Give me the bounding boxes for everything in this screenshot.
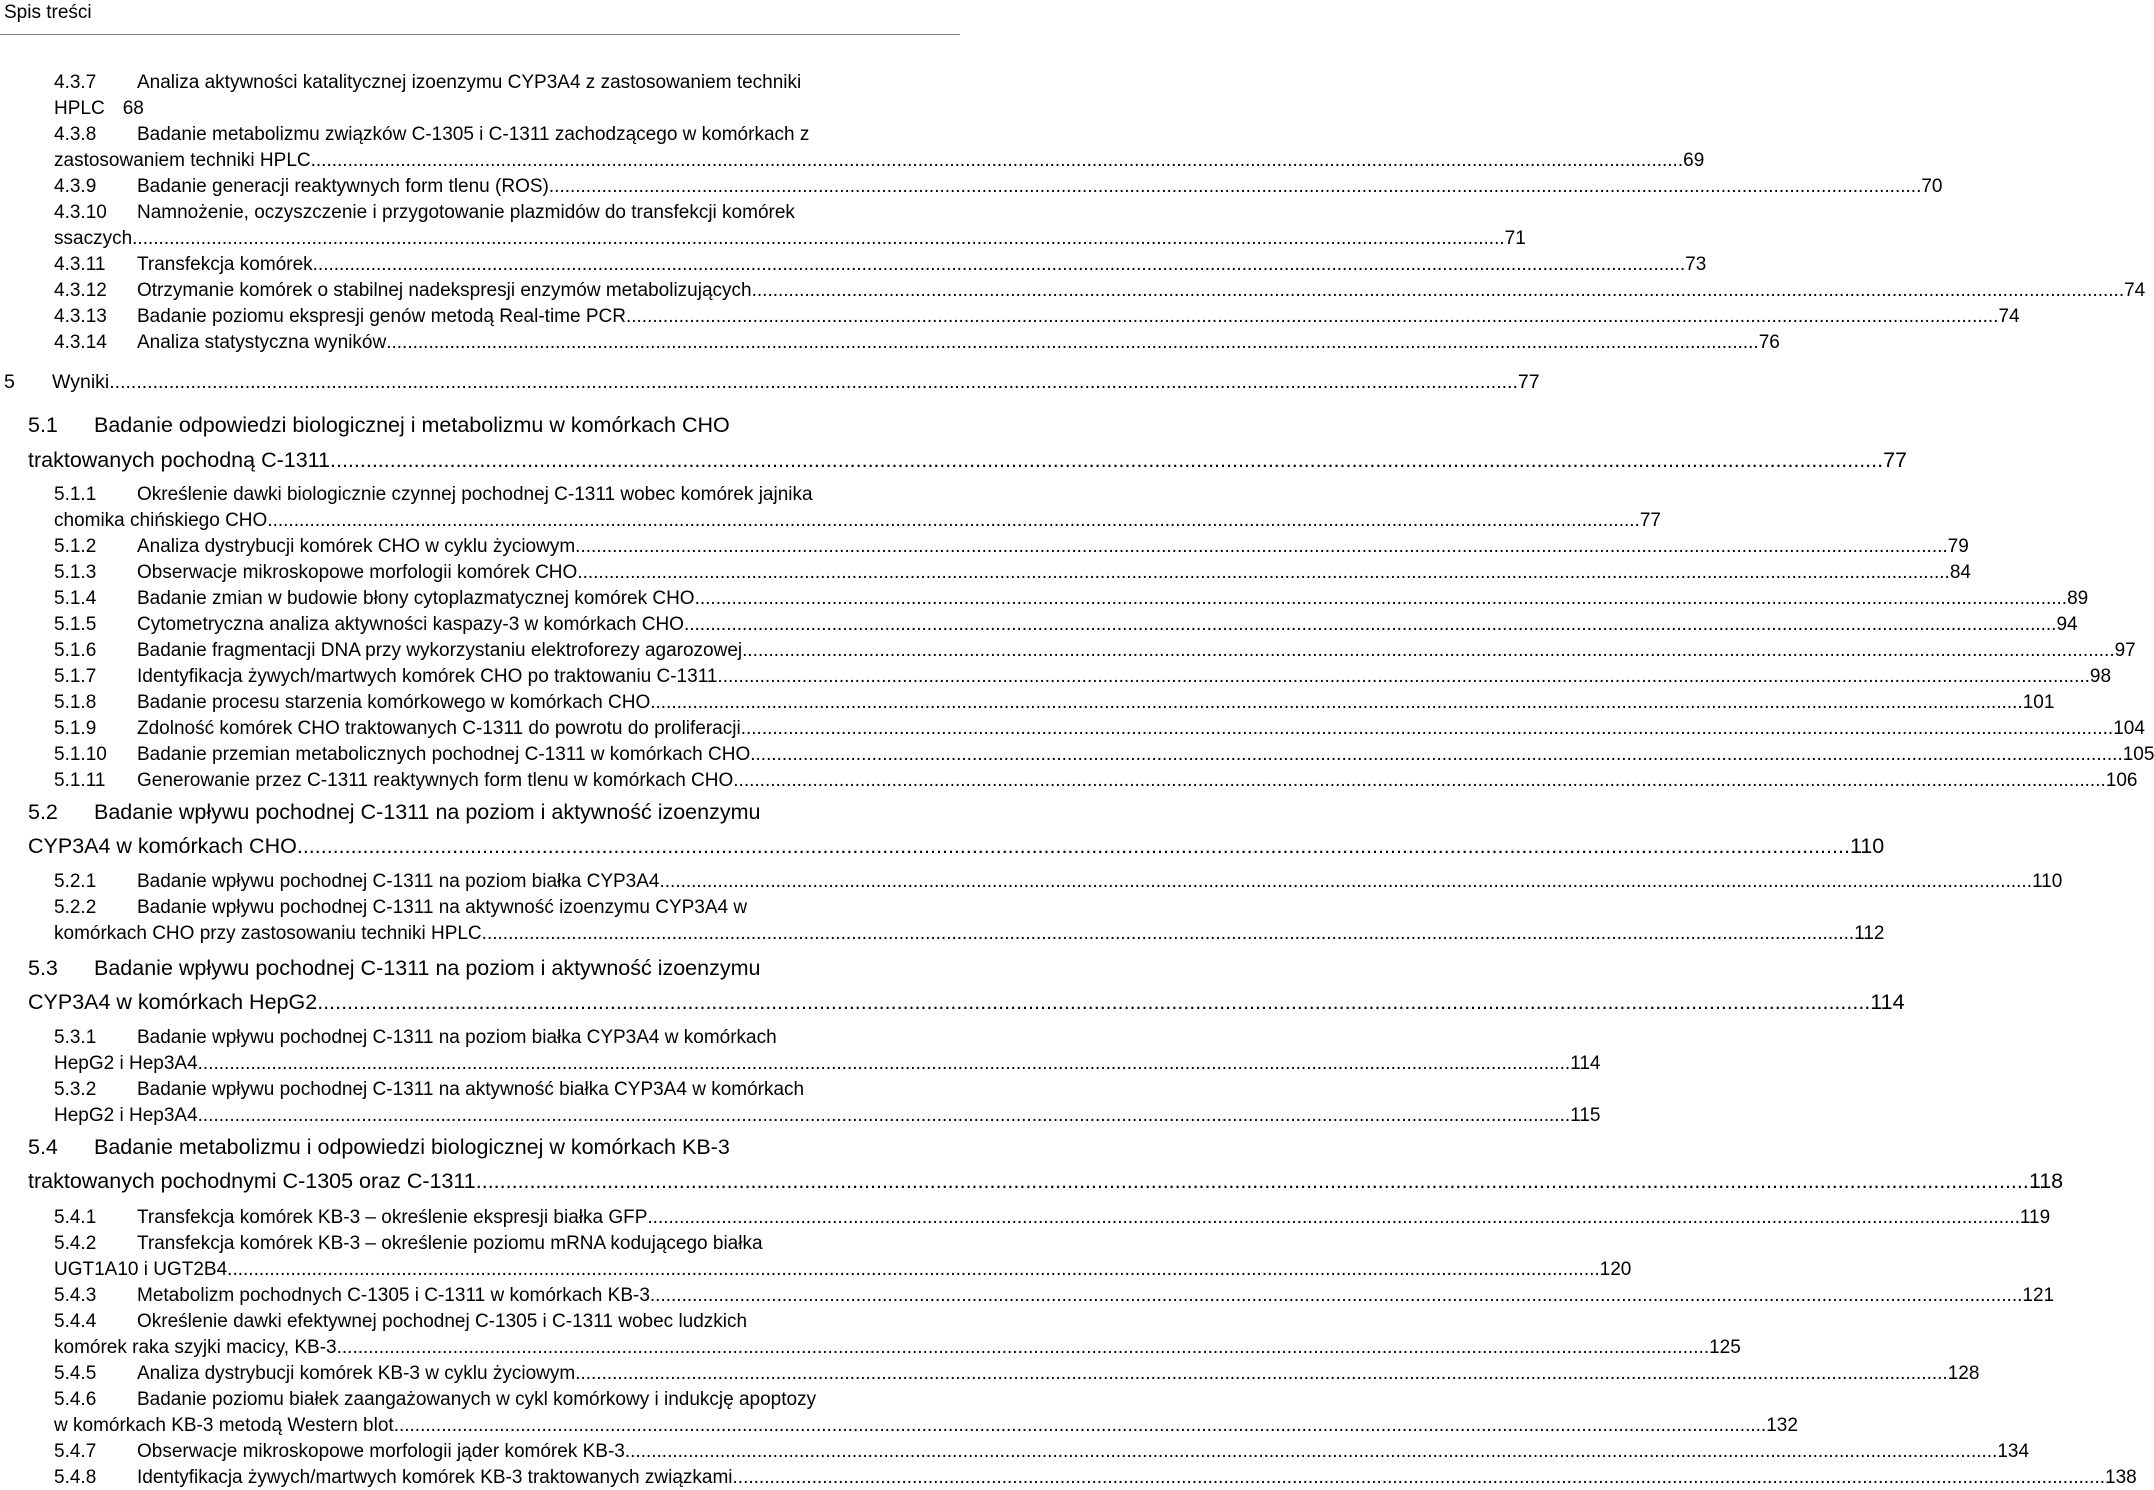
toc-leader-line	[28, 446, 1908, 474]
toc-dot-leader: ....................................................................................................................................................................................................................................................................	[386, 332, 1759, 353]
toc-entry-title: komórkach CHO przy zastosowaniu techniki HPLC	[54, 923, 482, 944]
toc-dot-leader: ....................................................................................................................................................................................................................................................................	[310, 150, 1684, 171]
toc-entry-number: 4.3.14	[54, 332, 107, 353]
toc-entry-title-line1: Badanie odpowiedzi biologicznej i metabolizmu w komórkach CHO	[94, 413, 730, 437]
toc-entry-title: CYP3A4 w komórkach CHO	[28, 834, 297, 858]
toc-dot-leader: ....................................................................................................................................................................................................................................................................	[197, 1105, 1571, 1126]
toc-entry-title: CYP3A4 w komórkach HepG2	[28, 990, 318, 1014]
toc-entry-number: 4.3.9	[54, 176, 97, 197]
toc-page-number: 101	[2022, 692, 2055, 713]
toc-entry-number: 5.1.10	[54, 744, 107, 765]
toc-entry-title: Badanie procesu starzenia komórkowego w komórkach CHO	[137, 692, 651, 713]
toc-entry-title: HepG2 i Hep3A4	[54, 1053, 198, 1074]
toc-entry-continuation[interactable]	[54, 1258, 1632, 1282]
toc-entry-text	[94, 411, 946, 439]
toc-entry-continuation[interactable]	[28, 988, 1905, 1016]
toc-page-number: 125	[1709, 1337, 1741, 1358]
toc-page-number: 74	[1998, 306, 2020, 327]
toc-entry-number: 4.3.11	[54, 254, 106, 275]
toc-page-number: 70	[1921, 176, 1943, 197]
toc-entry-title: Badanie przemian metabolicznych pochodnej C-1311 w komórkach CHO	[137, 744, 751, 765]
toc-entry[interactable]	[54, 769, 2138, 793]
toc-entry[interactable]	[54, 717, 2145, 741]
toc-entry-continuation[interactable]	[54, 149, 1705, 173]
toc-entry-number: 4.3.7	[54, 72, 97, 93]
toc-leader-line	[54, 227, 1526, 251]
toc-dot-leader: ....................................................................................................................................................................................................................................................................	[694, 588, 2068, 609]
toc-entry-title: w komórkach KB-3 metodą Western blot	[54, 1415, 394, 1436]
toc-entry[interactable]	[54, 587, 2089, 611]
toc-entry-text	[54, 97, 946, 121]
toc-entry-text	[28, 988, 1905, 1016]
toc-entry-number: 5.3	[28, 956, 58, 980]
toc-leader-line	[28, 832, 1885, 860]
toc-entry-number: 5.4.3	[54, 1285, 97, 1306]
toc-entry[interactable]	[54, 1440, 2030, 1464]
toc-entry-continuation[interactable]	[28, 832, 1885, 860]
toc-leader-line	[54, 97, 144, 121]
toc-dot-leader: ....................................................................................................................................................................................................................................................................	[625, 306, 1999, 327]
toc-leader-line	[137, 279, 2146, 303]
toc-leader-line	[137, 870, 2063, 894]
toc-entry[interactable]	[54, 613, 2078, 637]
toc-entry-text	[137, 743, 2154, 767]
toc-entry-text	[28, 832, 1885, 860]
toc-entry-text	[137, 1310, 946, 1334]
toc-dot-leader: ....................................................................................................................................................................................................................................................................	[577, 562, 1950, 583]
page-header	[0, 0, 960, 35]
header-title: Spis treści	[4, 2, 92, 23]
toc-entry-text	[54, 149, 1705, 173]
toc-dot-leader: ....................................................................................................................................................................................................................................................................	[132, 228, 1505, 249]
toc-entry-text	[137, 71, 946, 95]
toc-entry-title: Identyfikacja żywych/martwych komórek CHO po traktowaniu C-1311	[137, 666, 718, 687]
toc-page-number: 110	[2031, 871, 2063, 892]
toc-entry-number: 5.4.7	[54, 1441, 97, 1462]
toc-entry-number: 5	[4, 371, 15, 393]
toc-leader-line	[137, 613, 2078, 637]
toc-dot-leader: ....................................................................................................................................................................................................................................................................	[575, 536, 1948, 557]
toc-entry-title: chomika chińskiego CHO	[54, 510, 268, 531]
toc-page-number: 110	[1849, 834, 1885, 858]
toc-entry-text	[137, 665, 2112, 689]
toc-dot-leader: ....................................................................................................................................................................................................................................................................	[336, 1337, 1710, 1358]
toc-entry-text	[54, 922, 1885, 946]
toc-entry-continuation[interactable]	[28, 446, 1908, 474]
toc-entry-title: Metabolizm pochodnych C-1305 i C-1311 w komórkach KB-3	[137, 1285, 650, 1306]
toc-entry-number: 5.1.9	[54, 718, 97, 739]
toc-dot-leader: ....................................................................................................................................................................................................................................................................	[296, 834, 1850, 858]
toc-page-number: 73	[1685, 254, 1707, 275]
toc-entry-number: 5.1.7	[54, 666, 97, 687]
toc-entry-text	[137, 1440, 2030, 1464]
toc-leader-line	[54, 922, 1885, 946]
toc-entry-text	[28, 446, 1908, 474]
toc-entry-number: 4.3.8	[54, 124, 97, 145]
toc-entry-title: Obserwacje mikroskopowe morfologii komórek CHO	[137, 562, 578, 583]
toc-entry-text	[137, 123, 946, 147]
toc-leader-line	[137, 561, 1971, 585]
toc-page-number: 106	[2105, 770, 2138, 791]
toc-page-number: 97	[2114, 640, 2136, 661]
toc-page-number: 114	[1570, 1053, 1601, 1074]
toc-entry-text	[137, 1078, 946, 1102]
toc-entry-title: komórek raka szyjki macicy, KB-3	[54, 1337, 337, 1358]
toc-dot-leader: ....................................................................................................................................................................................................................................................................	[740, 718, 2114, 739]
toc-entry-title: Identyfikacja żywych/martwych komórek KB-3 traktowanych związkami	[137, 1467, 733, 1488]
toc-entry-title: Badanie poziomu ekspresji genów metodą Real-time PCR	[137, 306, 626, 327]
toc-leader-line	[52, 370, 1540, 394]
toc-entry[interactable]	[28, 411, 946, 439]
toc-entry-text	[137, 1284, 2055, 1308]
toc-entry-text	[137, 587, 2089, 611]
toc-entry[interactable]	[54, 896, 946, 920]
toc-entry-title: UGT1A10 i UGT2B4	[54, 1259, 228, 1280]
toc-page-number: 98	[2089, 666, 2112, 687]
toc-entry[interactable]	[28, 1133, 946, 1161]
toc-leader-line	[137, 1466, 2137, 1490]
toc-dot-leader: ....................................................................................................................................................................................................................................................................	[267, 510, 1640, 531]
toc-page-number: 120	[1599, 1259, 1632, 1280]
toc-leader-line	[137, 175, 1943, 199]
toc-leader-line	[54, 1052, 1601, 1076]
toc-entry-title-line1: Badanie metabolizmu związków C-1305 i C-1311 zachodzącego w komórkach z	[137, 124, 810, 145]
toc-entry-title: Analiza statystyczna wyników	[137, 332, 387, 353]
toc-leader-line	[137, 717, 2145, 741]
toc-entry-text	[54, 1336, 1741, 1360]
toc-entry-continuation[interactable]	[54, 1104, 1601, 1128]
toc-entry-continuation[interactable]	[54, 97, 946, 121]
toc-entry-title: Analiza dystrybucji komórek CHO w cyklu życiowym	[137, 536, 576, 557]
toc-entry[interactable]	[54, 305, 2020, 329]
toc-entry[interactable]	[54, 1362, 1980, 1386]
toc-entry[interactable]	[54, 71, 946, 95]
toc-entry-title: Badanie wpływu pochodnej C-1311 na poziom białka CYP3A4	[137, 871, 660, 892]
toc-entry-number: 5.1.11	[54, 770, 106, 791]
toc-entry[interactable]	[54, 639, 2136, 663]
toc-page-number: 121	[2022, 1285, 2055, 1306]
toc-leader-line	[137, 1440, 2030, 1464]
toc-entry-number: 5.4.8	[54, 1467, 97, 1488]
toc-entry[interactable]	[54, 743, 2154, 767]
toc-entry-text	[137, 483, 946, 507]
toc-entry-number: 4.3.12	[54, 280, 107, 301]
toc-dot-leader: ....................................................................................................................................................................................................................................................................	[751, 280, 2125, 301]
toc-dot-leader: ....................................................................................................................................................................................................................................................................	[750, 744, 2123, 765]
toc-entry[interactable]	[54, 1284, 2055, 1308]
toc-leader-line	[137, 769, 2138, 793]
toc-entry-continuation[interactable]	[28, 1167, 2064, 1195]
toc-dot-leader: ....................................................................................................................................................................................................................................................................	[109, 371, 1518, 393]
toc-entry-text	[137, 201, 946, 225]
toc-entry[interactable]	[54, 1206, 2051, 1230]
toc-dot-leader: ....................................................................................................................................................................................................................................................................	[733, 770, 2106, 791]
toc-page-number: 138	[2105, 1467, 2137, 1488]
toc-entry-title: HepG2 i Hep3A4	[54, 1105, 198, 1126]
toc-dot-leader: ....................................................................................................................................................................................................................................................................	[732, 1467, 2106, 1488]
toc-entry-text	[52, 370, 1540, 394]
toc-page-number: 84	[1949, 562, 1971, 583]
toc-entry[interactable]	[54, 175, 1943, 199]
toc-entry[interactable]	[54, 1310, 946, 1334]
toc-entry-title: Otrzymanie komórek o stabilnej nadekspresji enzymów metabolizujących	[137, 280, 752, 301]
toc-entry-text	[54, 227, 1526, 251]
toc-entry-text	[137, 1026, 946, 1050]
toc-dot-leader: ....................................................................................................................................................................................................................................................................	[717, 666, 2090, 687]
toc-entry[interactable]	[28, 954, 946, 982]
toc-entry-number: 5.3.1	[54, 1027, 97, 1048]
toc-entry[interactable]	[54, 561, 1971, 585]
toc-dot-leader: ....................................................................................................................................................................................................................................................................	[548, 176, 1922, 197]
toc-entry-text	[94, 798, 946, 826]
toc-entry-text	[137, 535, 1969, 559]
toc-entry-title-line1: Badanie wpływu pochodnej C-1311 na aktywność białka CYP3A4 w komórkach	[137, 1079, 805, 1100]
toc-entry-text	[137, 175, 1943, 199]
toc-entry-continuation[interactable]	[54, 509, 1661, 533]
toc-dot-leader: ....................................................................................................................................................................................................................................................................	[227, 1259, 1600, 1280]
toc-entry-title-line1: Transfekcja komórek KB-3 – określenie poziomu mRNA kodującego białka	[137, 1233, 763, 1254]
toc-dot-leader: ....................................................................................................................................................................................................................................................................	[481, 923, 1855, 944]
toc-entry-text	[137, 1362, 1980, 1386]
toc-page-number: 71	[1504, 228, 1526, 249]
toc-entry-continuation[interactable]	[54, 922, 1885, 946]
toc-page-number: 134	[1997, 1441, 2030, 1462]
toc-entry-title: Transfekcja komórek	[137, 254, 313, 275]
toc-leader-line	[137, 587, 2089, 611]
toc-leader-line	[137, 305, 2020, 329]
toc-entry-number: 5.2.1	[54, 871, 97, 892]
toc-entry[interactable]	[54, 279, 2146, 303]
toc-entry-title-line1: Określenie dawki efektywnej pochodnej C-1305 i C-1311 wobec ludzkich	[137, 1311, 748, 1332]
toc-entry-title-line1: Badanie wpływu pochodnej C-1311 na poziom białka CYP3A4 w komórkach	[137, 1027, 777, 1048]
toc-entry-text	[54, 1258, 1632, 1282]
toc-entry[interactable]	[54, 1466, 2137, 1490]
toc-entry-title-line1: Badanie metabolizmu i odpowiedzi biologicznej w komórkach KB-3	[94, 1135, 730, 1159]
toc-entry-title-line1: Namnożenie, oczyszczenie i przygotowanie plazmidów do transfekcji komórek	[137, 202, 795, 223]
toc-leader-line	[137, 331, 1780, 355]
toc-leader-line	[54, 1336, 1741, 1360]
toc-entry[interactable]	[54, 535, 1969, 559]
toc-page-number: 132	[1766, 1415, 1798, 1436]
toc-leader-line	[137, 665, 2112, 689]
toc-entry-text	[137, 1206, 2051, 1230]
toc-entry-text	[54, 1104, 1601, 1128]
toc-entry[interactable]	[54, 1388, 946, 1412]
toc-entry-title-line1: Badanie wpływu pochodnej C-1311 na poziom i aktywność izoenzymu	[94, 956, 761, 980]
toc-entry[interactable]	[4, 370, 1540, 394]
toc-entry-text	[54, 509, 1661, 533]
toc-entry-text	[137, 691, 2055, 715]
toc-entry-text	[54, 1414, 1798, 1438]
toc-page-number: 77	[1639, 510, 1661, 531]
toc-entry-text	[137, 639, 2136, 663]
toc-entry-number: 5.1.3	[54, 562, 97, 583]
toc-entry-number: 5.3.2	[54, 1079, 97, 1100]
toc-entry[interactable]	[54, 870, 2063, 894]
toc-entry[interactable]	[54, 665, 2112, 689]
toc-entry-title: Generowanie przez C-1311 reaktywnych form tlenu w komórkach CHO	[137, 770, 734, 791]
toc-entry-title-line1: Badanie wpływu pochodnej C-1311 na poziom i aktywność izoenzymu	[94, 800, 761, 824]
toc-entry-number: 4.3.13	[54, 306, 107, 327]
toc-entry-number: 5.4.1	[54, 1207, 97, 1228]
toc-entry-text	[137, 1388, 946, 1412]
toc-entry-number: 5.1.1	[54, 484, 97, 505]
toc-entry[interactable]	[28, 798, 946, 826]
toc-page-number: 112	[1854, 923, 1885, 944]
toc-entry-number: 5.1	[28, 413, 58, 437]
toc-entry-text	[137, 253, 1707, 277]
toc-dot-leader: ....................................................................................................................................................................................................................................................................	[659, 871, 2032, 892]
toc-entry-text	[137, 896, 946, 920]
toc-entry-title-line1: Określenie dawki biologicznie czynnej pochodnej C-1311 wobec komórek jajnika	[137, 484, 813, 505]
toc-entry-text	[94, 1133, 946, 1161]
toc-entry-number: 4.3.10	[54, 202, 107, 223]
toc-entry-title: Obserwacje mikroskopowe morfologii jąder komórek KB-3	[137, 1441, 625, 1462]
toc-dot-leader: ....................................................................................................................................................................................................................................................................	[647, 1207, 2020, 1228]
toc-dot-leader: ....................................................................................................................................................................................................................................................................	[624, 1441, 1998, 1462]
toc-entry-number: 5.2.2	[54, 897, 97, 918]
toc-entry-title: Analiza dystrybucji komórek KB-3 w cyklu życiowym	[137, 1363, 576, 1384]
toc-entry[interactable]	[54, 331, 1780, 355]
toc-dot-leader: ....................................................................................................................................................................................................................................................................	[393, 1415, 1767, 1436]
toc-entry-text	[137, 279, 2146, 303]
toc-dot-leader: ....................................................................................................................................................................................................................................................................	[649, 1285, 2023, 1306]
toc-entry-title: Wyniki	[52, 371, 110, 393]
toc-leader-line	[54, 149, 1705, 173]
toc-page-number: 128	[1947, 1363, 1980, 1384]
toc-page-number: 77	[1517, 371, 1540, 393]
toc-entry-number: 5.1.6	[54, 640, 97, 661]
toc-entry-text	[94, 954, 946, 982]
toc-dot-leader: ....................................................................................................................................................................................................................................................................	[575, 1363, 1948, 1384]
toc-entry[interactable]	[54, 201, 946, 225]
toc-page-number: 68	[122, 98, 144, 119]
toc-entry[interactable]	[54, 123, 946, 147]
toc-entry-number: 5.1.4	[54, 588, 97, 609]
toc-entry-title: traktowanych pochodną C-1311	[28, 448, 330, 472]
toc-page-number: 94	[2056, 614, 2078, 635]
toc-entry-title-line1: Badanie wpływu pochodnej C-1311 na aktywność izoenzymu CYP3A4 w	[137, 897, 748, 918]
toc-leader-line	[54, 1414, 1798, 1438]
toc-entry[interactable]	[54, 1026, 946, 1050]
toc-dot-leader: ....................................................................................................................................................................................................................................................................	[197, 1053, 1571, 1074]
toc-leader-line	[54, 509, 1661, 533]
toc-entry-number: 5.4.6	[54, 1389, 97, 1410]
toc-page-number: 77	[1883, 448, 1908, 472]
toc-leader-line	[137, 253, 1707, 277]
toc-page-number: 115	[1570, 1105, 1601, 1126]
toc-page-number: 118	[2028, 1169, 2064, 1193]
toc-leader-line	[54, 1104, 1601, 1128]
toc-entry-title: Transfekcja komórek KB-3 – określenie ekspresji białka GFP	[137, 1207, 648, 1228]
toc-entry-text	[137, 613, 2078, 637]
toc-entry-title: Zdolność komórek CHO traktowanych C-1311 do powrotu do proliferacji	[137, 718, 741, 739]
toc-page-number: 119	[2019, 1207, 2051, 1228]
toc-entry-text	[137, 331, 1780, 355]
toc-entry-number: 5.2	[28, 800, 58, 824]
toc-leader-line	[137, 639, 2136, 663]
toc-entry[interactable]	[54, 483, 946, 507]
toc-entry-number: 5.1.8	[54, 692, 97, 713]
toc-entry[interactable]	[54, 253, 1707, 277]
toc-entry-continuation[interactable]	[54, 1052, 1601, 1076]
toc-entry-text	[137, 769, 2138, 793]
toc-page-number: 79	[1947, 536, 1969, 557]
toc-entry-text	[137, 1232, 946, 1256]
toc-entry-title: HPLC	[54, 98, 105, 119]
toc-leader-line	[137, 743, 2154, 767]
toc-entry-number: 5.4.4	[54, 1311, 97, 1332]
toc-leader-line	[137, 1206, 2051, 1230]
toc-leader-line	[28, 988, 1905, 1016]
toc-entry-text	[137, 870, 2063, 894]
toc-entry-title: Badanie generacji reaktywnych form tlenu (ROS)	[137, 176, 549, 197]
toc-dot-leader: ....................................................................................................................................................................................................................................................................	[317, 990, 1871, 1014]
toc-entry-text	[137, 1466, 2137, 1490]
toc-dot-leader: ....................................................................................................................................................................................................................................................................	[742, 640, 2115, 661]
toc-entry-number: 5.4.2	[54, 1233, 97, 1254]
toc-entry-number: 5.4.5	[54, 1363, 97, 1384]
toc-dot-leader: ....................................................................................................................................................................................................................................................................	[312, 254, 1686, 275]
toc-entry-number: 5.1.2	[54, 536, 97, 557]
toc-entry-text	[28, 1167, 2064, 1195]
toc-entry-title: traktowanych pochodnymi C-1305 oraz C-1311	[28, 1169, 476, 1193]
toc-entry-text	[137, 561, 1971, 585]
toc-page-number: 89	[2067, 588, 2089, 609]
toc-dot-leader: ....................................................................................................................................................................................................................................................................	[650, 692, 2023, 713]
toc-entry-continuation[interactable]	[54, 1414, 1798, 1438]
toc-entry[interactable]	[54, 1078, 946, 1102]
toc-entry-text	[54, 1052, 1601, 1076]
toc-page-number: 105	[2122, 744, 2154, 765]
toc-leader-line	[137, 691, 2055, 715]
toc-entry-title-line1: Badanie poziomu białek zaangażowanych w cykl komórkowy i indukcję apoptozy	[137, 1389, 817, 1410]
toc-entry-title: Cytometryczna analiza aktywności kaspazy-3 w komórkach CHO	[137, 614, 684, 635]
toc-dot-leader: ....................................................................................................................................................................................................................................................................	[330, 448, 1884, 472]
toc-entry-continuation[interactable]	[54, 227, 1526, 251]
toc-leader-line	[137, 1362, 1980, 1386]
toc-dot-leader: ....................................................................................................................................................................................................................................................................	[475, 1169, 2029, 1193]
toc-entry[interactable]	[54, 691, 2055, 715]
toc-entry-number: 5.4	[28, 1135, 58, 1159]
toc-entry-text	[137, 717, 2145, 741]
toc-entry-title: ssaczych	[54, 228, 133, 249]
toc-page-number: 76	[1758, 332, 1780, 353]
toc-entry-title: Badanie zmian w budowie błony cytoplazmatycznej komórek CHO	[137, 588, 695, 609]
toc-entry-title: Badanie fragmentacji DNA przy wykorzystaniu elektroforezy agarozowej	[137, 640, 743, 661]
toc-entry[interactable]	[54, 1232, 946, 1256]
toc-leader-line	[137, 1284, 2055, 1308]
toc-entry-title-line1: Analiza aktywności katalitycznej izoenzymu CYP3A4 z zastosowaniem techniki	[137, 72, 802, 93]
toc-dot-leader: ....................................................................................................................................................................................................................................................................	[683, 614, 2057, 635]
toc-leader-line	[28, 1167, 2064, 1195]
toc-entry-title: zastosowaniem techniki HPLC	[54, 150, 311, 171]
toc-page-number: 74	[2124, 280, 2146, 301]
toc-leader-line	[54, 1258, 1632, 1282]
toc-leader-line	[137, 535, 1969, 559]
toc-page-number: 69	[1683, 150, 1705, 171]
toc-entry-continuation[interactable]	[54, 1336, 1741, 1360]
toc-entry-number: 5.1.5	[54, 614, 97, 635]
toc-page-number: 114	[1870, 990, 1905, 1014]
toc-entry-text	[137, 305, 2020, 329]
toc-page-number: 104	[2113, 718, 2145, 739]
